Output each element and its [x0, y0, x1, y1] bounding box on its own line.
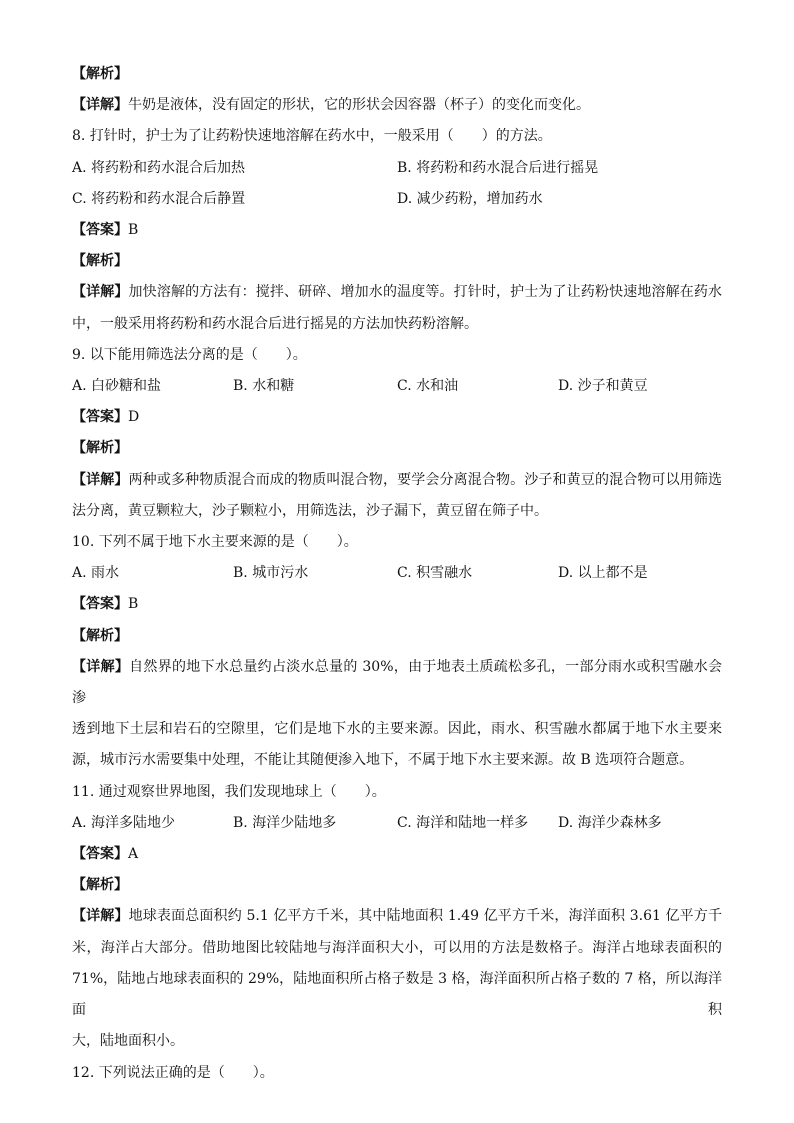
detail-paragraph-line — [72, 652, 722, 714]
detail-label: 【详解】 — [72, 658, 130, 675]
option-a: A. 雨水 — [72, 565, 120, 582]
detail-paragraph-line — [72, 90, 722, 121]
option-a: A. 海洋多陆地少 — [72, 814, 176, 831]
option-a: A. 白砂糖和盐 — [72, 378, 162, 395]
option-b: B. 水和糖 — [233, 378, 295, 395]
analysis-heading — [72, 433, 722, 464]
detail-paragraph-line: 71%，陆地占地球表面积的 29%，陆地面积所占格子数是 3 格，海洋面积所占格子数的 7 格，所以海洋面积 — [72, 970, 722, 1019]
analysis-label: 【解析】 — [72, 877, 128, 894]
option-d: D. 减少药粉，增加药水 — [397, 190, 543, 207]
answer-line — [72, 215, 722, 246]
detail-paragraph-line: 源，城市污水需要集中处理，不能让其随便渗入地下，不属于地下水主要来源。故 B 选项符合题意。 — [72, 752, 694, 769]
answer-label: 【答案】 — [72, 596, 128, 613]
option-c: C. 积雪融水 — [397, 565, 473, 582]
detail-paragraph-line: 中，一般采用将药粉和药水混合后进行摇晃的方法加快药粉溶解。 — [72, 315, 478, 332]
answer-value: B — [128, 596, 139, 613]
question-9-options — [72, 371, 722, 402]
detail-label: 【详解】 — [72, 908, 129, 925]
answer-label: 【答案】 — [72, 846, 128, 863]
answer-value: B — [128, 222, 139, 239]
option-b: B. 城市污水 — [233, 565, 309, 582]
detail-paragraph-line: 透到地下土层和岩石的空隙里，它们是地下水的主要来源。因此，雨水、积雪融水都属于地下水主要来 — [72, 721, 722, 738]
detail-text: 牛奶是液体，没有固定的形状，它的形状会因容器（杯子）的变化而变化。 — [128, 97, 590, 114]
detail-paragraph-line — [72, 901, 722, 932]
answer-label: 【答案】 — [72, 222, 128, 239]
question-8-stem: 8. 打针时，护士为了让药粉快速地溶解在药水中，一般采用（ ）的方法。 — [72, 128, 552, 145]
question-9-stem: 9. 以下能用筛选法分离的是（ ）。 — [72, 346, 307, 363]
option-a: A. 将药粉和药水混合后加热 — [72, 159, 246, 176]
option-d: D. 以上都不是 — [558, 565, 648, 582]
analysis-label: 【解析】 — [72, 253, 128, 270]
analysis-label: 【解析】 — [72, 66, 128, 82]
option-b: B. 将药粉和药水混合后进行摇晃 — [397, 159, 599, 176]
answer-line — [72, 402, 722, 433]
detail-paragraph-line: 大，陆地面积小。 — [72, 1033, 184, 1050]
detail-label: 【详解】 — [72, 471, 129, 488]
option-c: C. 水和油 — [397, 378, 459, 395]
option-c: C. 将药粉和药水混合后静置 — [72, 190, 246, 207]
answer-value: D — [128, 409, 140, 426]
analysis-heading — [72, 59, 722, 90]
detail-text: 两种或多种物质混合而成的物质叫混合物，要学会分离混合物。沙子和黄豆的混合物可以用筛选 — [128, 471, 723, 488]
question-8-options — [72, 153, 722, 215]
analysis-heading — [72, 246, 722, 277]
answer-line — [72, 589, 722, 620]
option-d: D. 海洋少森林多 — [558, 814, 662, 831]
option-b: B. 海洋少陆地多 — [233, 814, 337, 831]
question-12-stem: 12. 下列说法正确的是（ ）。 — [72, 1064, 274, 1081]
analysis-heading — [72, 870, 722, 901]
detail-label: 【详解】 — [72, 97, 128, 114]
question-10-stem: 10. 下列不属于地下水主要来源的是（ ）。 — [72, 534, 358, 551]
detail-text: 加快溶解的方法有：搅拌、研碎、增加水的温度等。打针时，护士为了让药粉快速地溶解在药水 — [128, 284, 723, 301]
analysis-label: 【解析】 — [72, 440, 128, 457]
answer-line — [72, 839, 722, 870]
question-11-options — [72, 808, 722, 839]
detail-paragraph-line — [72, 465, 722, 496]
analysis-heading — [72, 621, 722, 652]
detail-text: 自然界的地下水总量约占淡水总量的 30%，由于地表土质疏松多孔，一部分雨水或积雪融水会渗 — [72, 658, 722, 707]
detail-paragraph-line: 米，海洋占大部分。借助地图比较陆地与海洋面积大小，可以用的方法是数格子。海洋占地球表面积的 — [72, 939, 722, 956]
question-10-options — [72, 558, 722, 589]
answer-label: 【答案】 — [72, 409, 128, 426]
analysis-label: 【解析】 — [72, 627, 128, 644]
detail-text: 地球表面总面积约 5.1 亿平方千米，其中陆地面积 1.49 亿平方千米，海洋面积 3.61 亿平方千 — [128, 908, 722, 925]
question-11-stem: 11. 通过观察世界地图，我们发现地球上（ ）。 — [72, 783, 386, 800]
answer-value: A — [128, 846, 139, 863]
detail-paragraph-line — [72, 277, 722, 308]
option-d: D. 沙子和黄豆 — [558, 378, 648, 395]
detail-label: 【详解】 — [72, 284, 129, 301]
detail-paragraph-line: 法分离，黄豆颗粒大，沙子颗粒小，用筛选法，沙子漏下，黄豆留在筛子中。 — [72, 502, 548, 519]
option-c: C. 海洋和陆地一样多 — [397, 814, 529, 831]
